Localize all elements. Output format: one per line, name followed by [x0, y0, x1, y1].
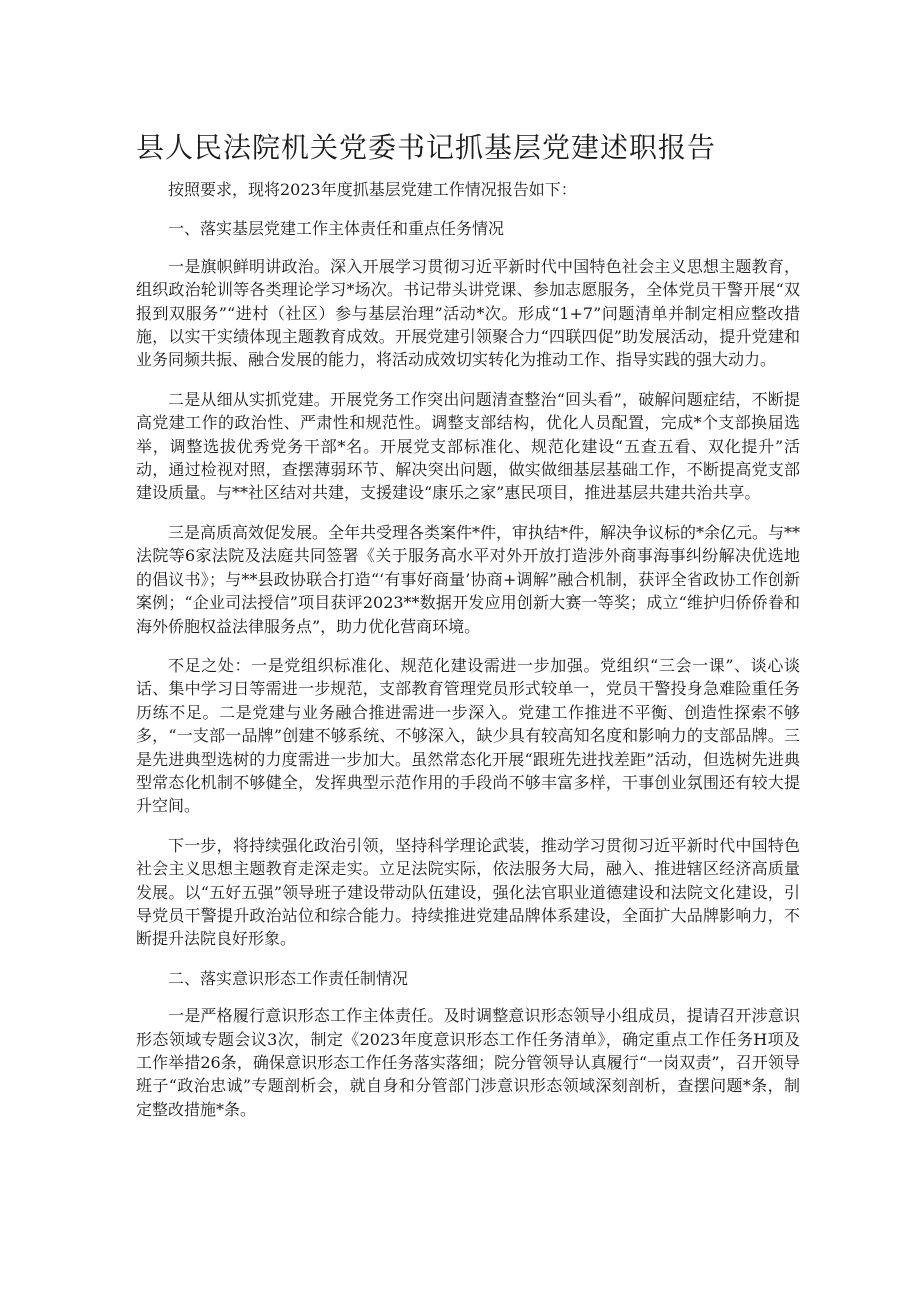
section-heading-2: 二、落实意识形态工作责任制情况 [168, 968, 409, 988]
section-heading-1: 一、落实基层党建工作主体责任和重点任务情况 [168, 219, 505, 239]
document-title: 县人民法院机关党委书记抓基层党建述职报告 [136, 131, 717, 164]
paragraph-party-building: 二是从细从实抓党建。开展党务工作突出问题清查整治“回头看”，破解问题症结，不断提高党建工作的政治性、严肃性和规范性。调整支部结构，优化人员配置，完成*个支部换届选举，调整选拔优秀党务干部*名。开展党支部标准化、规范化建设“五查五看、双化提升”活动，通过检视对照，查摆薄弱环节、解决突出问题，做实做细基层基础工作，不断提高党支部建设质量。与**社区结对共建，支援建设“康乐之家”惠民项目，推进基层共建共治共享。 [136, 389, 800, 503]
paragraph-development: 三是高质高效促发展。全年共受理各类案件*件，审执结*件，解决争议标的*余亿元。与**法院等6家法院及法庭共同签署《关于服务高水平对外开放打造涉外商事海事纠纷解决优选地的倡议书》；与**县政协联合打造“‘有事好商量’协商+调解”融合机制，获评全省政协工作创新案例；“企业司法授信”项目获评2023**数据开发应用创新大赛一等奖；成立“维护归侨侨眷和海外侨胞权益法律服务点”，助力优化营商环境。 [136, 522, 801, 636]
paragraph-politics: 一是旗帜鲜明讲政治。深入开展学习贯彻习近平新时代中国特色社会主义思想主题教育，组织政治轮训等各类理论学习*场次。书记带头讲党课、参加志愿服务，全体党员干警开展“双报到双服务”“进村（社区）参与基层治理”活动*次。形成“1+7”问题清单并制定相应整改措施，以实干实绩体现主题教育成效。开展党建引领聚合力“四联四促”助发展活动，提升党建和业务同频共振、融合发展的能力，将活动成效切实转化为推动工作、指导实践的强大动力。 [136, 256, 800, 370]
paragraph-next-steps: 下一步，将持续强化政治引领，坚持科学理论武装，推动学习贯彻习近平新时代中国特色社会主义思想主题教育走深走实。立足法院实际，依法服务大局，融入、推进辖区经济高质量发展。以“五好五强”领导班子建设带动队伍建设，强化法官职业道德建设和法院文化建设，引导党员干警提升政治站位和综合能力。持续推进党建品牌体系建设，全面扩大品牌影响力，不断提升法院良好形象。 [136, 835, 800, 949]
document-body [136, 178, 800, 1137]
intro-paragraph: 按照要求，现将2023年度抓基层党建工作情况报告如下： [168, 180, 577, 199]
paragraph-shortcomings: 不足之处：一是党组织标准化、规范化建设需进一步加强。党组织“三会一课”、谈心谈话、集中学习日等需进一步规范，支部教育管理党员形式较单一，党员干警投身急难险重任务历练不足。二是党建与业务融合推进需进一步深入。党建工作推进不平衡、创造性探索不够多，“一支部一品牌”创建不够系统、不够深入，缺少具有较高知名度和影响力的支部品牌。三是先进典型选树的力度需进一步加大。虽然常态化开展“跟班先进找差距”活动，但选树先进典型常态化机制不够健全，发挥典型示范作用的手段尚不够丰富多样，干事创业氛围还有较大提升空间。 [136, 655, 800, 816]
paragraph-ideology: 一是严格履行意识形态工作主体责任。及时调整意识形态领导小组成员，提请召开涉意识形态领域专题会议3次，制定《2023年度意识形态工作任务清单》，确定重点工作任务H项及工作举措26条，确保意识形态工作任务落实落细；院分管领导认真履行“一岗双责”，召开领导班子“政治忠诚”专题剖析会，就自身和分管部门涉意识形态领域深刻剖析，查摆问题*条，制定整改措施*条。 [136, 1006, 800, 1119]
